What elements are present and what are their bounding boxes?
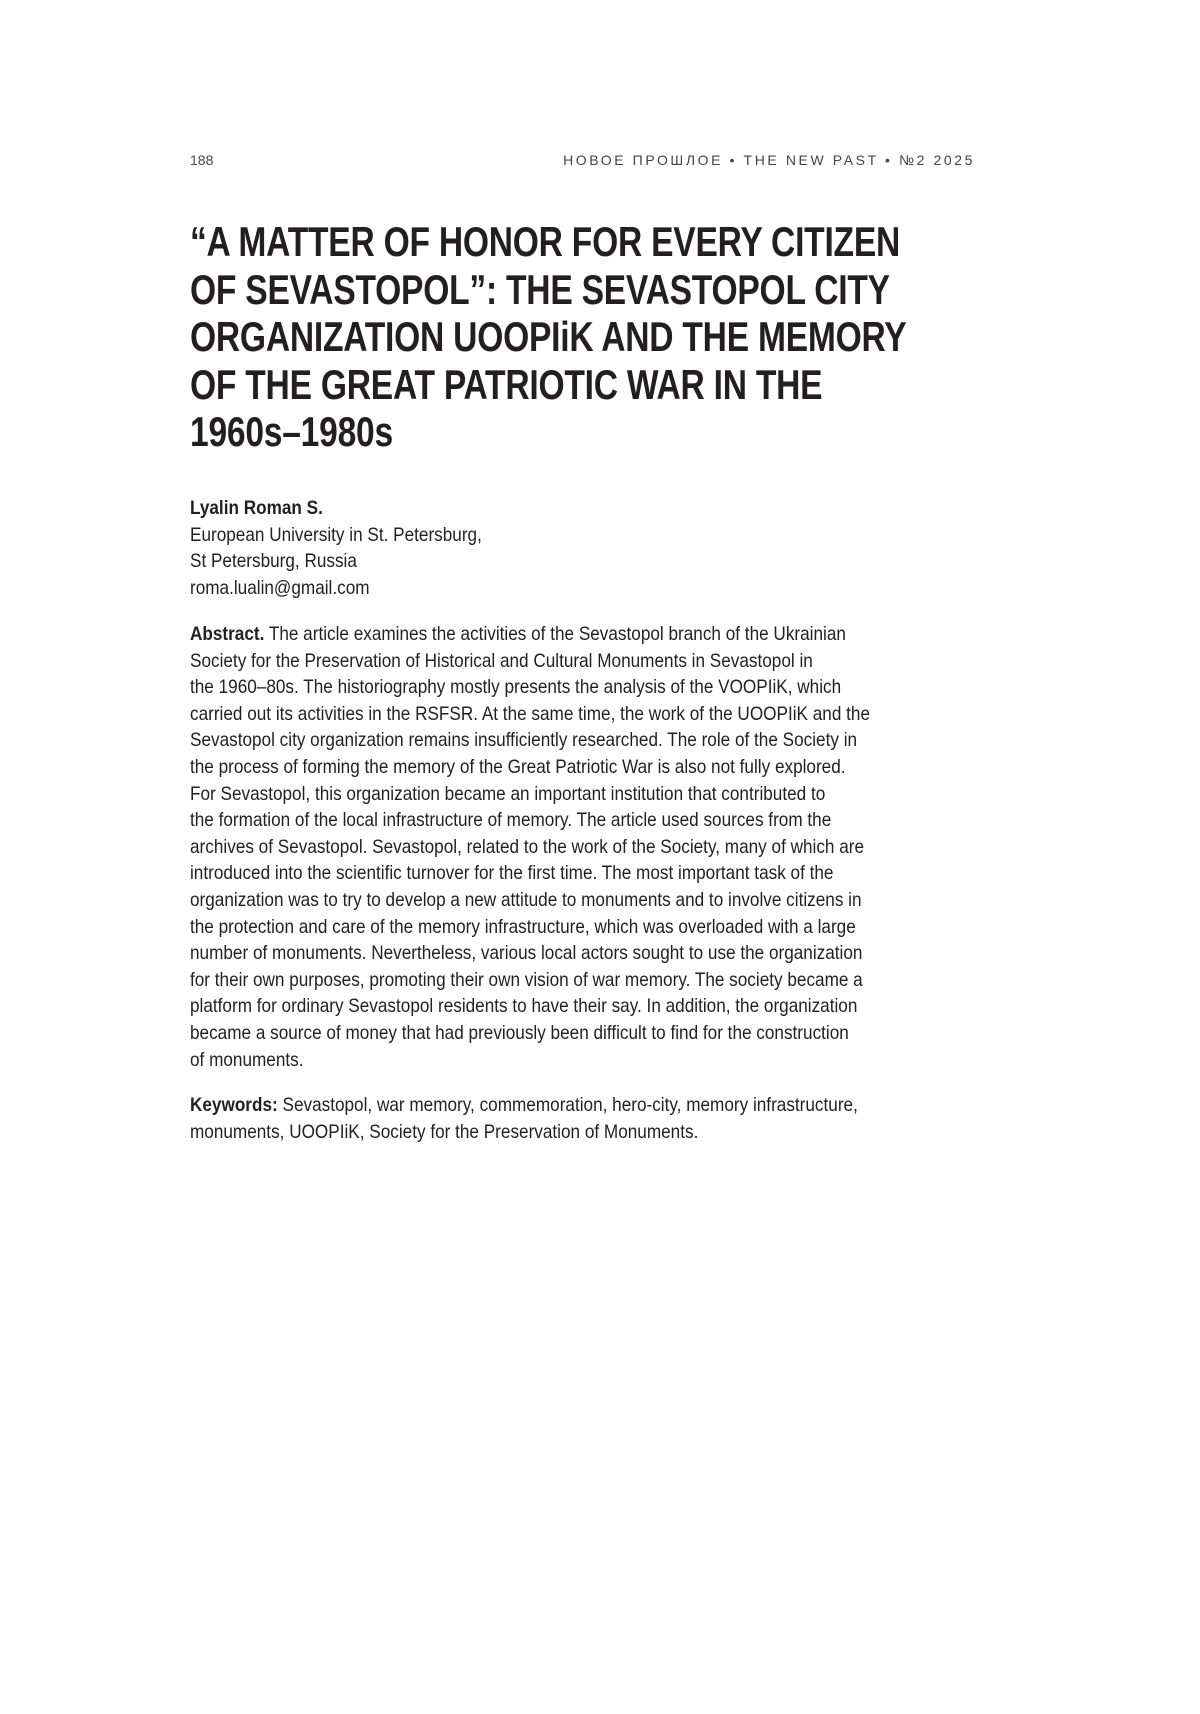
keywords: [190, 1092, 858, 1145]
abstract-line: archives of Sevastopol. Sevastopol, related to the work of the Society, many of which are: [190, 834, 870, 861]
abstract-line: platform for ordinary Sevastopol residents to have their say. In addition, the organization: [190, 993, 870, 1020]
abstract: [190, 621, 870, 1073]
abstract-line: number of monuments. Nevertheless, various local actors sought to use the organization: [190, 940, 870, 967]
title-line: ORGANIZATION UOOPIiK AND THE MEMORY: [190, 313, 906, 361]
abstract-line: the protection and care of the memory infrastructure, which was overloaded with a large: [190, 914, 870, 941]
article-title: [190, 218, 906, 456]
abstract-line: Society for the Preservation of Historical and Cultural Monuments in Sevastopol in: [190, 648, 870, 675]
abstract-label: Abstract.: [190, 623, 264, 645]
keywords-line: monuments, UOOPIiK, Society for the Preservation of Monuments.: [190, 1119, 858, 1146]
abstract-line: for their own purposes, promoting their own vision of war memory. The society became a: [190, 967, 870, 994]
keywords-line: [190, 1092, 858, 1119]
affiliation-line: St Petersburg, Russia: [190, 548, 482, 575]
abstract-line: the process of forming the memory of the Great Patriotic War is also not fully explored.: [190, 754, 870, 781]
affiliation-line: European University in St. Petersburg,: [190, 522, 482, 549]
keywords-label: Keywords:: [190, 1094, 278, 1116]
abstract-line: became a source of money that had previously been difficult to find for the construction: [190, 1020, 870, 1047]
abstract-line: the formation of the local infrastructure of memory. The article used sources from the: [190, 807, 870, 834]
abstract-line: For Sevastopol, this organization became an important institution that contributed to: [190, 781, 870, 808]
author-email: roma.lualin@gmail.com: [190, 575, 482, 602]
abstract-line: the 1960–80s. The historiography mostly presents the analysis of the VOOPIiK, which: [190, 674, 870, 701]
keywords-text: Sevastopol, war memory, commemoration, hero-city, memory infrastructure,: [278, 1094, 858, 1116]
page-number: 188: [190, 152, 213, 168]
abstract-line: Sevastopol city organization remains insufficiently researched. The role of the Society in: [190, 727, 870, 754]
title-line: OF SEVASTOPOL”: THE SEVASTOPOL CITY: [190, 266, 906, 314]
author-block: [190, 495, 482, 601]
title-line: “A MATTER OF HONOR FOR EVERY CITIZEN: [190, 218, 906, 266]
abstract-line: organization was to try to develop a new attitude to monuments and to involve citizens in: [190, 887, 870, 914]
running-header: НОВОЕ ПРОШЛОЕ • THE NEW PAST • №2 2025: [563, 152, 975, 168]
abstract-text: The article examines the activities of the Sevastopol branch of the Ukrainian: [264, 623, 846, 645]
author-name: Lyalin Roman S.: [190, 495, 482, 522]
abstract-line: introduced into the scientific turnover for the first time. The most important task of the: [190, 860, 870, 887]
abstract-line: [190, 621, 870, 648]
abstract-line: of monuments.: [190, 1047, 870, 1074]
title-line: 1960s–1980s: [190, 408, 906, 456]
title-line: OF THE GREAT PATRIOTIC WAR IN THE: [190, 361, 906, 409]
abstract-line: carried out its activities in the RSFSR. At the same time, the work of the UOOPIiK and the: [190, 701, 870, 728]
